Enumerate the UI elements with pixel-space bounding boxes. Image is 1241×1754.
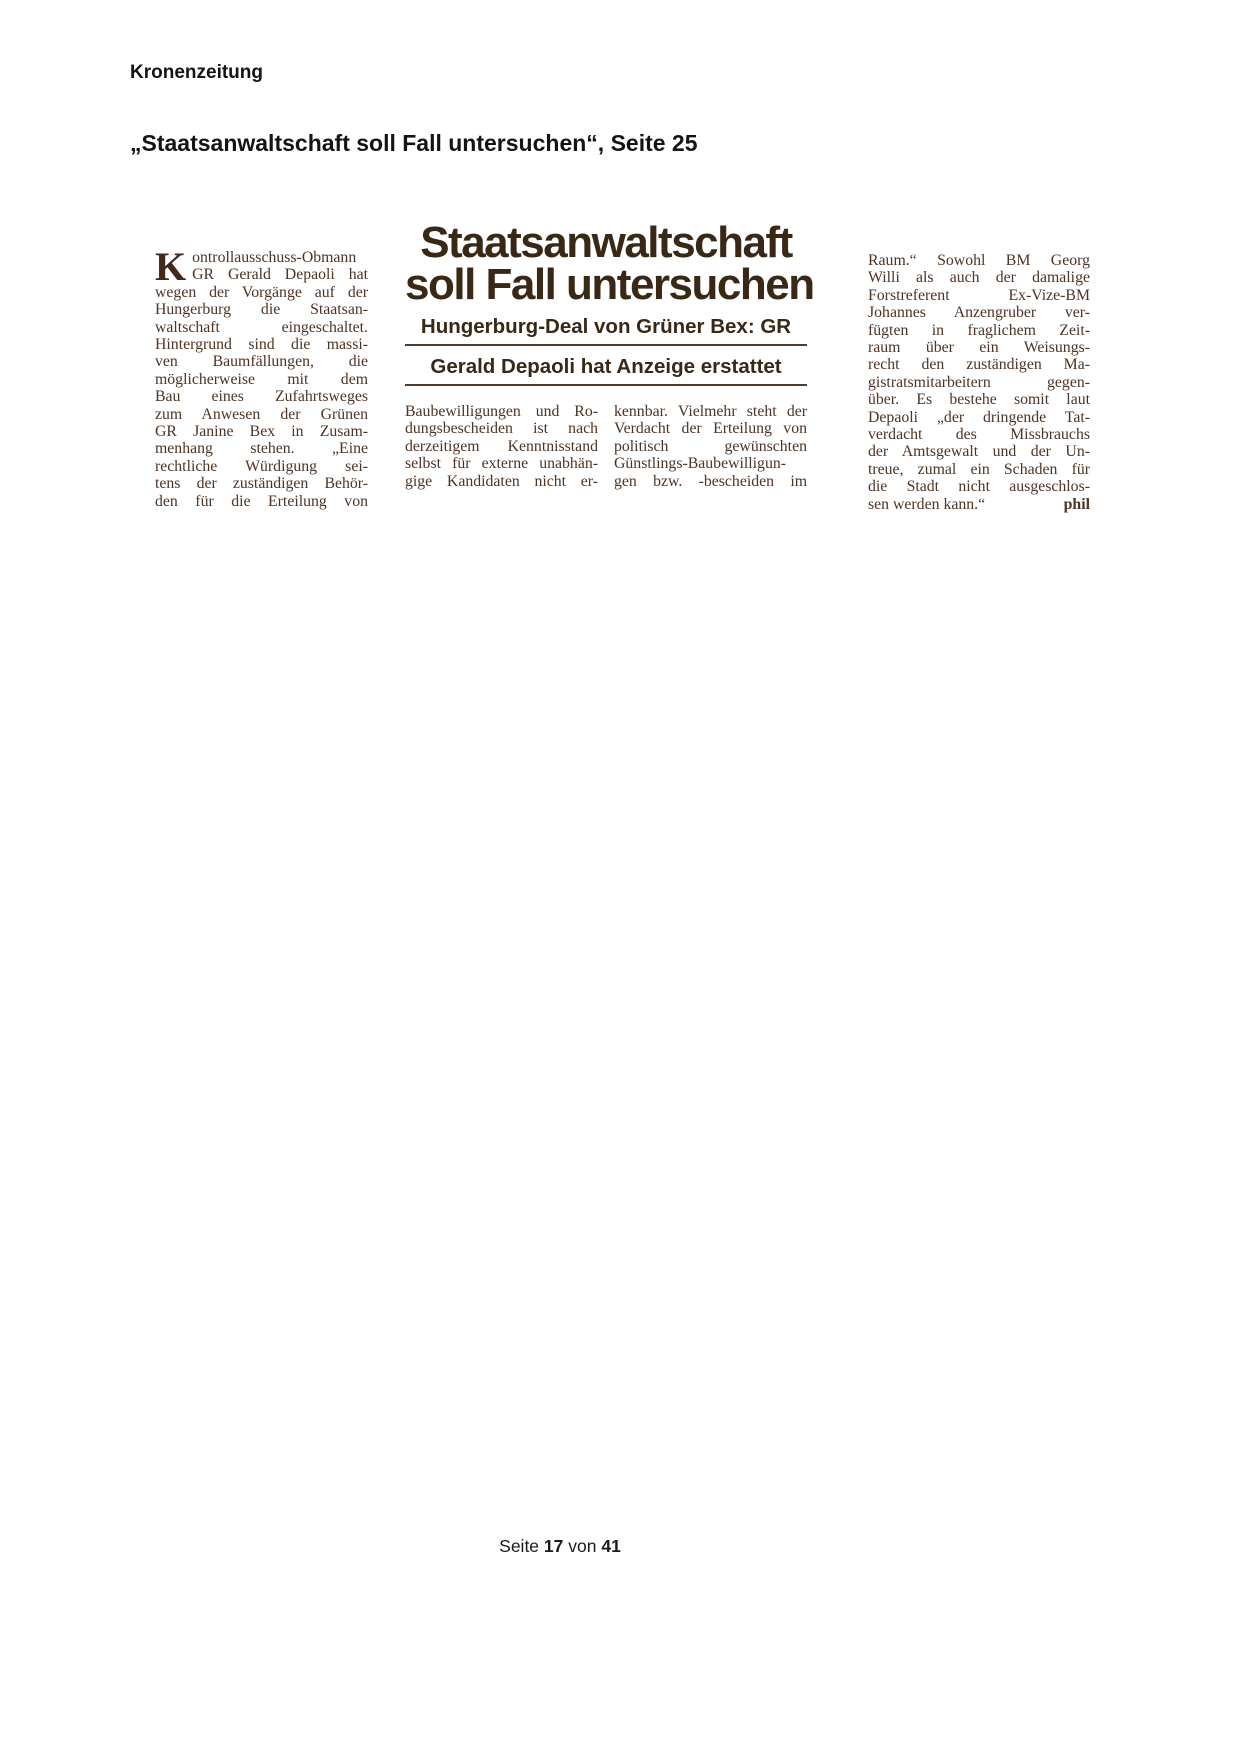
page-title: „Staatsanwaltschaft soll Fall untersuchen“, Seite 25 [130, 130, 698, 156]
text-line: gige Kandidaten nicht er- [405, 472, 598, 490]
last-line-text: sen werden kann.“ [868, 495, 986, 513]
text-line: GR Janine Bex in Zusam- [155, 423, 368, 441]
page-number-footer [0, 1536, 1120, 1557]
text-line: dungsbescheiden ist nach [405, 420, 598, 438]
text-line: Hungerburg die Staatsan- [155, 301, 368, 319]
text-line: recht den zuständigen Ma- [868, 356, 1090, 374]
column-right-last-line [868, 496, 1090, 513]
footer-prefix: Seite [499, 1536, 540, 1556]
text-line: tens der zuständigen Behör- [155, 475, 368, 493]
text-line: gistratsmitarbeitern gegen- [868, 373, 1090, 391]
text-line: der Amtsgewalt und der Un- [868, 443, 1090, 461]
text-line: Hintergrund sind die massi- [155, 336, 368, 354]
text-line: selbst für externe unabhän- [405, 455, 598, 473]
text-line: den für die Erteilung von [155, 492, 368, 510]
article-column-right [868, 252, 1090, 513]
text-line: Willi als auch der damalige [868, 269, 1090, 287]
text-line: rechtliche Würdigung sei- [155, 457, 368, 475]
text-line: Johannes Anzengruber ver- [868, 304, 1090, 322]
drop-cap: K [155, 244, 187, 289]
footer-total-pages: 41 [601, 1536, 621, 1556]
column-left-text [155, 244, 368, 510]
text-line: Baubewilligungen und Ro- [405, 403, 598, 420]
text-line: Bau eines Zufahrtsweges [155, 388, 368, 406]
article-column-left [155, 244, 368, 510]
text-line: verdacht des Missbrauchs [868, 426, 1090, 444]
article-column-middle [405, 218, 814, 490]
text-line: GR Gerald Depaoli hat [192, 266, 368, 284]
article-headline-line-2: soll Fall untersuchen [405, 260, 814, 309]
text-line: treue, zumal ein Schaden für [868, 460, 1090, 478]
text-line: Günstlings-Baubewilligun- [614, 455, 786, 473]
text-line: über. Es bestehe somit laut [868, 391, 1090, 409]
column-right-text [868, 252, 1090, 496]
footer-separator: von [568, 1536, 597, 1556]
text-line: ven Baumfällungen, die [155, 353, 368, 371]
publication-name: Kronenzeitung [130, 62, 263, 83]
text-line: möglicherweise mit dem [155, 370, 368, 388]
text-line: die Stadt nicht ausgeschlos- [868, 478, 1090, 496]
author-byline: phil [1063, 495, 1090, 513]
text-line: waltschaft eingeschaltet. [155, 318, 368, 336]
text-line: Raum.“ Sowohl BM Georg [868, 252, 1090, 269]
newspaper-clipping [155, 218, 1090, 542]
text-line: fügten in fraglichem Zeit- [868, 321, 1090, 339]
text-line: Depaoli „der dringende Tat- [868, 408, 1090, 426]
text-line: menhang stehen. „Eine [155, 440, 368, 458]
text-line: raum über ein Weisungs- [868, 339, 1090, 357]
text-line: ontrollausschuss-Obmann [192, 249, 357, 266]
text-line: gen bzw. -bescheiden im [614, 472, 807, 490]
article-subhead-2: Gerald Depaoli hat Anzeige erstattet [405, 355, 807, 386]
text-line: Verdacht der Erteilung von [614, 420, 807, 438]
article-headline-line-1: Staatsanwaltschaft [420, 218, 792, 267]
middle-subcolumn-left [405, 403, 598, 490]
text-line: Forstreferent Ex-Vize-BM [868, 286, 1090, 304]
footer-current-page: 17 [543, 1536, 564, 1556]
text-line: zum Anwesen der Grünen [155, 405, 368, 423]
article-subhead-1: Hungerburg-Deal von Grüner Bex: GR [405, 315, 807, 346]
text-line: politisch gewünschten [614, 437, 807, 455]
middle-subcolumn-right [614, 403, 807, 490]
middle-body-columns [405, 403, 807, 490]
text-line: derzeitigem Kenntnisstand [405, 437, 598, 455]
text-line: kennbar. Vielmehr steht der [614, 403, 807, 420]
text-line: wegen der Vorgänge auf der [155, 283, 368, 301]
